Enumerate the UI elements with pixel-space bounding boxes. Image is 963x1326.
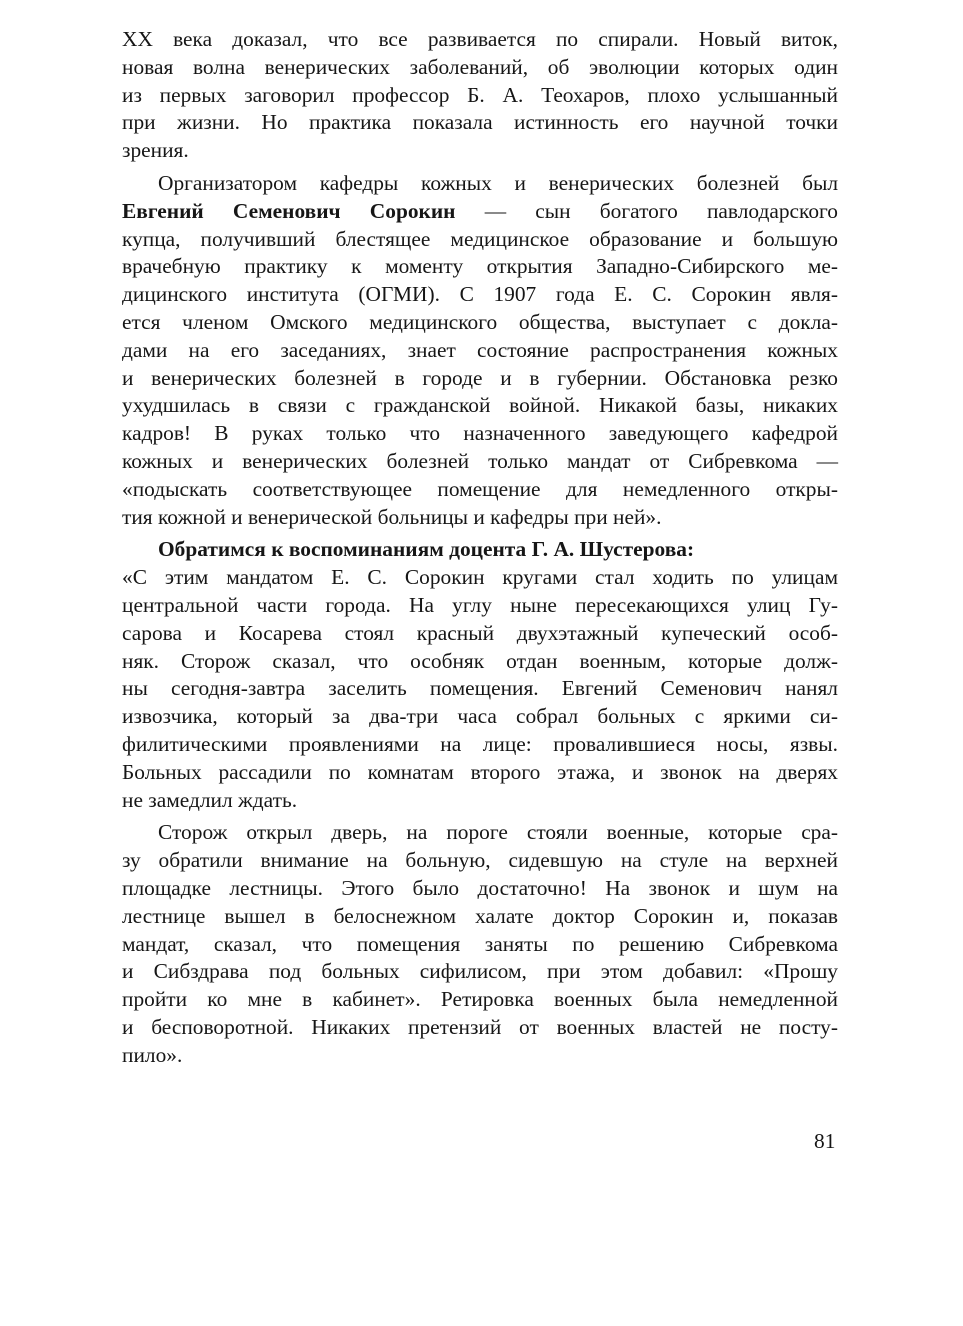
text-line: и Сибздрава под больных сифилисом, при этом добавил: «Прошу bbox=[122, 959, 838, 984]
text-line: сарова и Косарева стоял красный двухэтажный купеческий особ- bbox=[122, 620, 838, 645]
text-line: центральной части города. На углу ныне пересекающихся улиц Гу- bbox=[122, 592, 838, 617]
text-line bbox=[122, 198, 838, 226]
text-line: новая волна венерических заболеваний, об эволюции которых один bbox=[122, 54, 838, 79]
text-line: «С этим мандатом Е. С. Сорокин кругами стал ходить по улицам bbox=[122, 565, 838, 590]
text-line: не замедлил ждать. bbox=[122, 787, 298, 812]
text-line-bold bbox=[122, 536, 838, 564]
text-line: и венерических болезней в городе и в губернии. Обстановка резко bbox=[122, 365, 838, 390]
text-line: купца, получивший блестящее медицинское образование и большую bbox=[122, 226, 838, 251]
text-line: зрения. bbox=[122, 138, 189, 163]
text-line: лестнице вышел в белоснежном халате доктор Сорокин и, показав bbox=[122, 903, 838, 928]
paragraph bbox=[122, 536, 838, 814]
text-line: пройти ко мне в кабинет». Ретировка военных была немедленной bbox=[122, 987, 838, 1012]
text-line: площадке лестницы. Этого было достаточно! На звонок и шум на bbox=[122, 875, 838, 900]
page-number: 81 bbox=[814, 1129, 836, 1153]
page-body bbox=[122, 26, 838, 1069]
text-line: Больных рассадили по комнатам второго этажа, и звонок на дверях bbox=[122, 759, 838, 784]
text-line: XX века доказал, что все развивается по спирали. Новый виток, bbox=[122, 27, 838, 51]
text-line: кадров! В руках только что назначенного заведующего кафедрой bbox=[122, 421, 838, 446]
text-line: «подыскать соответствующее помещение для немедленного откры- bbox=[122, 476, 838, 501]
paragraph bbox=[122, 26, 838, 165]
text-line: зу обратили внимание на больную, сидевшую на стуле на верхней bbox=[122, 848, 838, 873]
text-line: ется членом Омского медицинского общества, выступает с докла- bbox=[122, 309, 838, 334]
text-line: ны сегодня-завтра заселить помещения. Евгений Семенович нанял bbox=[122, 676, 838, 701]
text-line: из первых заговорил профессор Б. А. Теохаров, плохо услышанный bbox=[122, 82, 838, 107]
text-line: Сторож открыл дверь, на пороге стояли военные, которые сра- bbox=[158, 820, 838, 845]
text-line: дами на его заседаниях, знает состояние распространения кожных bbox=[122, 337, 838, 362]
text-line: кожных и венерических болезней только мандат от Сибревкома — bbox=[122, 448, 838, 473]
text-line: филитическими проявлениями на лице: провалившиеся носы, язвы. bbox=[122, 731, 838, 756]
person-name-bold: Евгений Семенович Сорокин bbox=[122, 198, 456, 223]
text-line: Организатором кафедры кожных и венерических болезней был bbox=[158, 170, 838, 195]
text-line: и бесповоротной. Никаких претензий от военных властей не посту- bbox=[122, 1014, 838, 1039]
text-line: тия кожной и венерической больницы и кафедры при ней». bbox=[122, 504, 662, 529]
text-line: пило». bbox=[122, 1042, 183, 1067]
text-line: няк. Сторож сказал, что особняк отдан военным, которые долж- bbox=[122, 648, 838, 673]
paragraph bbox=[122, 170, 838, 531]
text-line: при жизни. Но практика показала истинность его научной точки bbox=[122, 110, 838, 135]
text-span: — сын богатого павлодарского bbox=[455, 198, 838, 223]
text-line: врачебную практику к моменту открытия Западно-Сибирского ме- bbox=[122, 254, 838, 279]
text-line: ухудшилась в связи с гражданской войной. Никакой базы, никаких bbox=[122, 393, 838, 418]
quote-intro-bold: Обратимся к воспоминаниям доцента Г. А. Шустерова: bbox=[158, 537, 695, 562]
text-line: мандат, сказал, что помещения заняты по решению Сибревкома bbox=[122, 931, 838, 956]
text-line: дицинского института (ОГМИ). С 1907 года Е. С. Сорокин явля- bbox=[122, 282, 838, 307]
paragraph bbox=[122, 819, 838, 1069]
text-line: извозчика, который за два-три часа собрал больных с яркими си- bbox=[122, 704, 838, 729]
